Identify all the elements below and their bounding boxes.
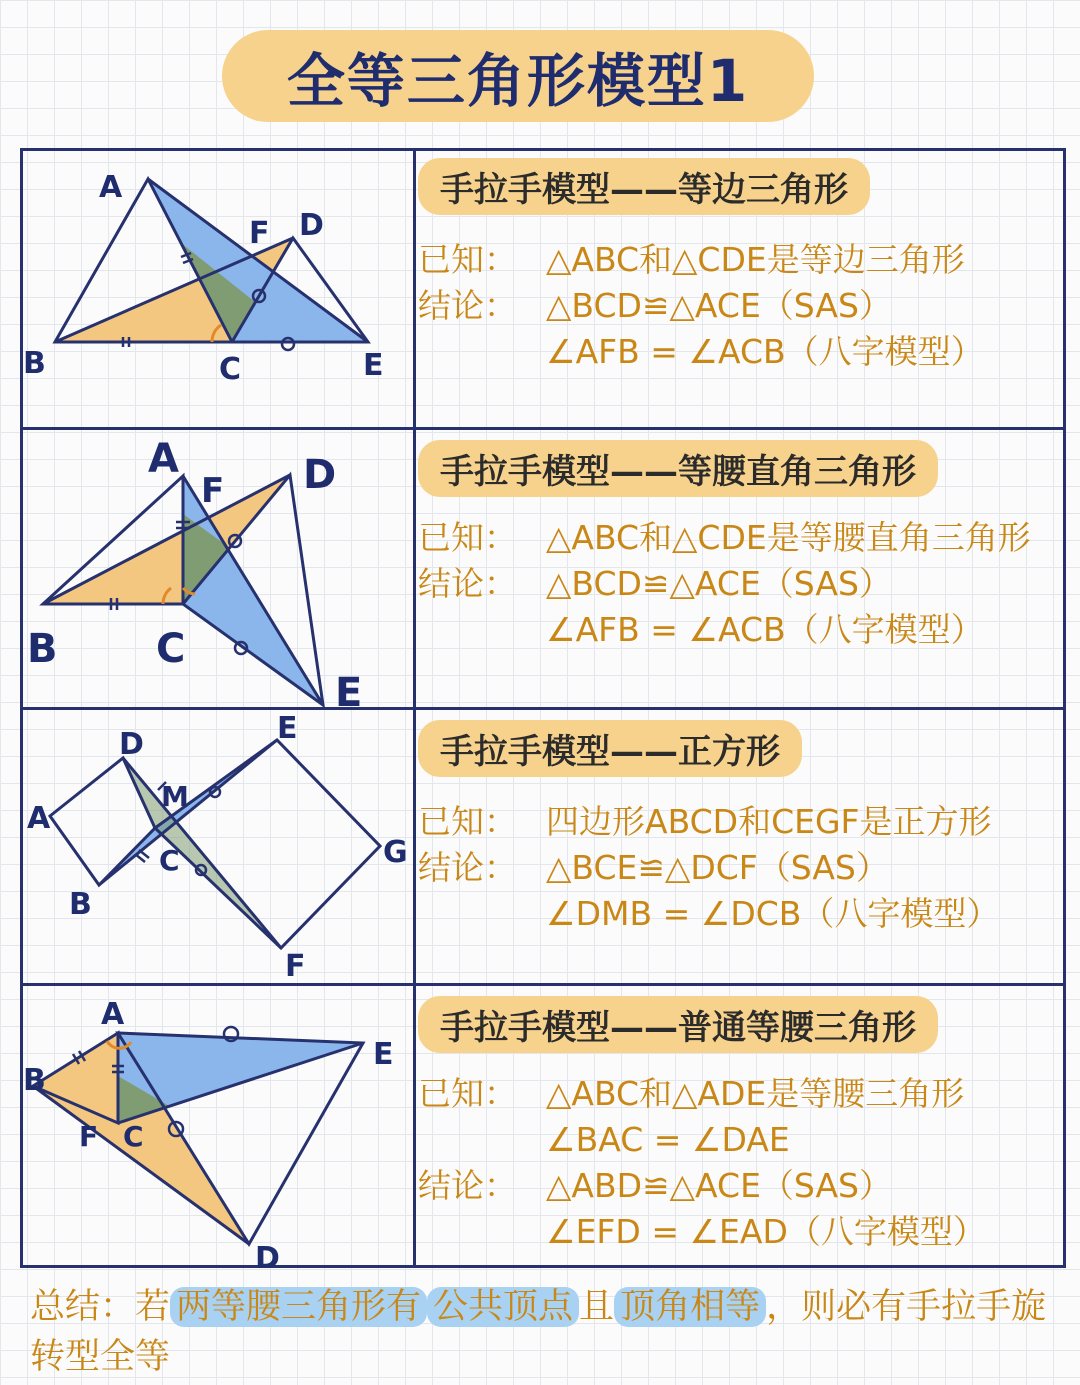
point-label: A	[27, 801, 51, 836]
known-text: △ABC和△CDE是等边三角形	[546, 240, 965, 279]
point-label: D	[255, 1241, 280, 1268]
point-label: E	[277, 711, 298, 746]
section-isosceles-right	[418, 440, 1058, 653]
point-label: D	[303, 452, 337, 498]
known-text: △ABC和△ADE是等腰三角形	[546, 1074, 965, 1113]
conclusion-text: △BCE≌△DCF（SAS）	[546, 848, 889, 887]
conclusion-label: 结论：	[418, 1166, 517, 1205]
section-equilateral	[418, 158, 1058, 375]
point-label: B	[69, 887, 92, 922]
known-label: 已知：	[418, 802, 517, 841]
conclusion-text: △BCD≌△ACE（SAS）	[546, 564, 892, 603]
known-text: ∠BAC = ∠DAE	[546, 1120, 790, 1159]
summary-highlight: 公共顶点	[427, 1287, 579, 1327]
point-label: A	[148, 436, 179, 482]
summary-highlight: 两等腰三角形有	[170, 1287, 427, 1327]
point-label: F	[201, 471, 225, 511]
known-text: △ABC和△CDE是等腰直角三角形	[546, 518, 1031, 557]
diagram-general-isosceles	[23, 986, 413, 1268]
conclusion-label: 结论：	[418, 564, 517, 603]
summary-highlight: 顶角相等	[614, 1287, 766, 1327]
point-label: G	[383, 835, 408, 870]
point-label: B	[23, 1063, 46, 1098]
summary-suffix: ，则必有手拉手旋转型全等	[30, 1287, 1047, 1377]
diagram-squares	[23, 710, 413, 983]
known-label: 已知：	[418, 1074, 517, 1113]
point-label: C	[156, 626, 186, 672]
section-squares	[418, 720, 1058, 937]
point-label: B	[27, 626, 58, 672]
summary-prefix: 总结：若	[30, 1287, 171, 1327]
known-label: 已知：	[418, 240, 517, 279]
point-label: B	[23, 346, 46, 381]
point-label: A	[101, 997, 125, 1032]
point-label: C	[159, 844, 180, 877]
conclusion-label: 结论：	[418, 286, 517, 325]
point-label: F	[249, 216, 270, 251]
point-label: E	[363, 348, 384, 383]
conclusion-text: ∠AFB = ∠ACB（八字模型）	[546, 610, 984, 649]
conclusion-text: ∠DMB = ∠DCB（八字模型）	[546, 894, 1000, 933]
section-heading: 手拉手模型——等边三角形	[418, 158, 870, 215]
point-label: C	[123, 1120, 144, 1153]
known-text: 四边形ABCD和CEGF是正方形	[546, 802, 992, 841]
point-label: A	[99, 170, 123, 205]
section-heading: 手拉手模型——等腰直角三角形	[418, 440, 938, 497]
point-label: E	[335, 670, 363, 707]
conclusion-text: ∠AFB = ∠ACB（八字模型）	[546, 332, 984, 371]
point-label: E	[373, 1037, 394, 1072]
point-label: M	[161, 780, 189, 813]
conclusion-text: ∠EFD = ∠EAD（八字模型）	[546, 1212, 986, 1251]
conclusion-label: 结论：	[418, 848, 517, 887]
page-title: 全等三角形模型1	[286, 47, 750, 115]
summary	[30, 1282, 1060, 1382]
point-label: D	[299, 208, 324, 243]
section-heading: 手拉手模型——正方形	[418, 720, 802, 777]
summary-mid: 且	[579, 1287, 615, 1327]
point-label: C	[219, 352, 242, 387]
point-label: F	[285, 949, 306, 983]
point-label: D	[119, 727, 144, 762]
conclusion-text: △BCD≌△ACE（SAS）	[546, 286, 892, 325]
conclusion-text: △ABD≌△ACE（SAS）	[546, 1166, 893, 1205]
point-label: F	[79, 1120, 99, 1153]
diagram-equilateral	[23, 151, 413, 427]
section-general-isosceles	[418, 996, 1058, 1255]
known-label: 已知：	[418, 518, 517, 557]
section-heading: 手拉手模型——普通等腰三角形	[418, 996, 938, 1053]
diagram-isosceles-right	[23, 430, 413, 707]
